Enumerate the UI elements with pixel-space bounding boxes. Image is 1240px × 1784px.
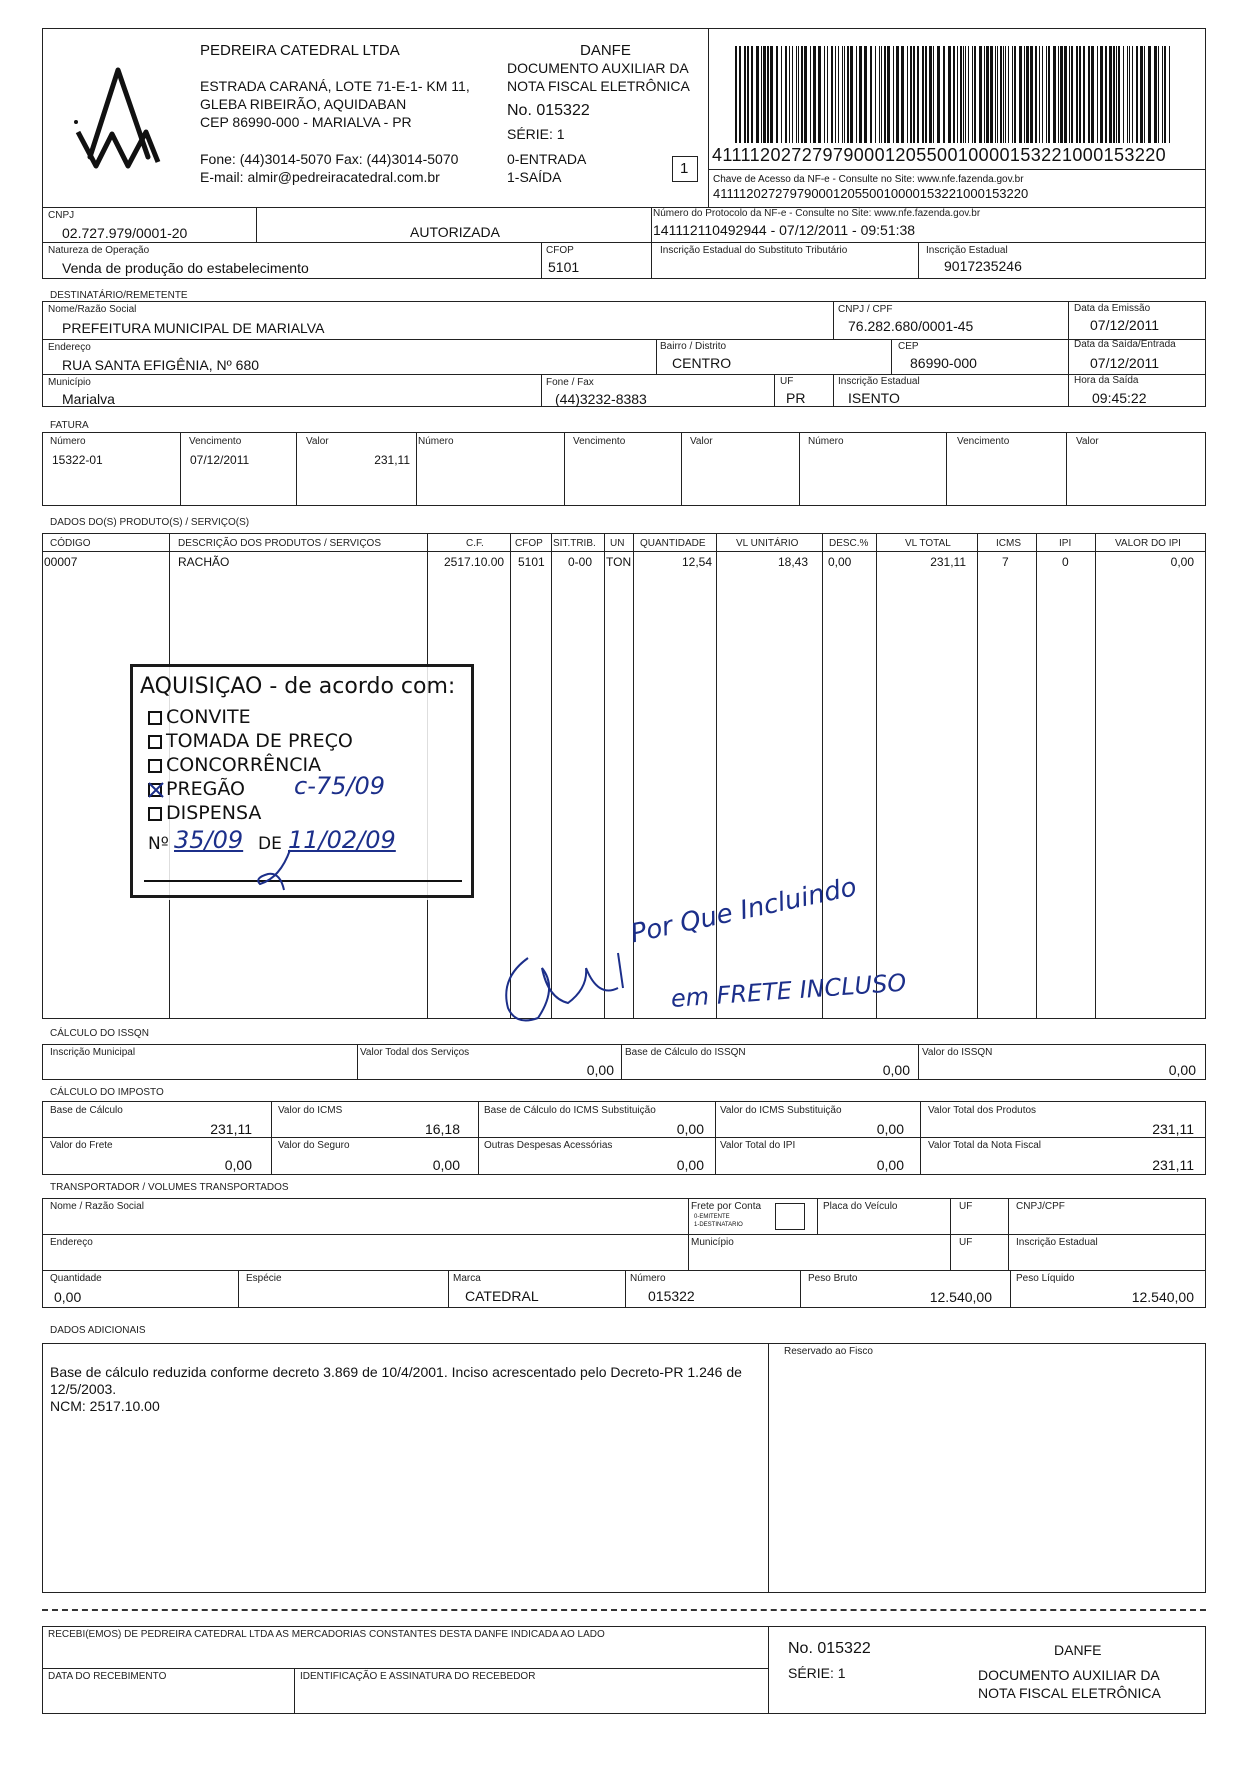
col-valor-ipi: VALOR DO IPI (1115, 538, 1181, 549)
barcode-bar (881, 46, 882, 143)
barcode-bar (1058, 46, 1059, 143)
barcode-bar (990, 46, 993, 143)
company-name: PEDREIRA CATEDRAL LTDA (200, 42, 400, 59)
status-autorizada: AUTORIZADA (410, 224, 500, 240)
barcode-bar (1164, 46, 1166, 143)
ie-label: Inscrição Estadual (926, 245, 1008, 256)
barcode-bar (751, 46, 753, 143)
barcode-bar (1162, 46, 1163, 143)
dest-hora-value: 09:45:22 (1092, 390, 1147, 406)
canhoto-danfe: DANFE (1054, 1642, 1102, 1658)
barcode-bar (1144, 46, 1145, 143)
barcode-bar (1048, 46, 1050, 143)
row-quantidade: 12,54 (681, 555, 712, 569)
barcode-bar (870, 46, 872, 143)
checkbox-dispensa (148, 807, 162, 821)
barcode-bar (1064, 46, 1067, 143)
barcode-bar (913, 46, 915, 143)
barcode-bar (960, 46, 962, 143)
stamp-date-value: 11/02/09 (288, 826, 396, 854)
company-phone: Fone: (44)3014-5070 Fax: (44)3014-5070 (200, 151, 459, 167)
dest-bairro-value: CENTRO (672, 355, 732, 371)
barcode-bar (763, 46, 766, 143)
tipo-value: 1 (680, 160, 689, 177)
barcode-bar (907, 46, 908, 143)
imp-vtnf-value: 231,11 (1152, 1157, 1194, 1173)
tr-numero-value: 015322 (648, 1288, 695, 1304)
dest-hora-label: Hora da Saída (1074, 375, 1139, 386)
danfe-subtitle-1: DOCUMENTO AUXILIAR DA (507, 60, 689, 76)
barcode-bar (1169, 46, 1170, 143)
barcode-bar (1158, 46, 1159, 143)
adicionais-text-2: 12/5/2003. (50, 1381, 117, 1397)
issqn-valor-value: 0,00 (1168, 1062, 1196, 1078)
barcode-bar (1083, 46, 1085, 143)
dest-endereco-label: Endereço (48, 342, 91, 353)
barcode-bar (901, 46, 904, 143)
barcode-bar (929, 46, 932, 143)
imp-outras-value: 0,00 (676, 1157, 704, 1173)
barcode-bar (864, 46, 867, 143)
barcode-bar (884, 46, 886, 143)
dest-cep-value: 86990-000 (910, 355, 977, 371)
barcode-bar (756, 46, 759, 143)
tr-especie-label: Espécie (246, 1273, 282, 1284)
checkbox-convite (148, 711, 162, 725)
barcode-bar (948, 46, 951, 143)
danfe-title: DANFE (580, 42, 631, 59)
section-imposto: CÁLCULO DO IMPOSTO (50, 1087, 164, 1098)
barcode-bar (1039, 46, 1040, 143)
stamp-signature (250, 848, 310, 898)
barcode-bar (1079, 46, 1081, 143)
dest-ie-value: ISENTO (848, 390, 900, 406)
issqn-vts-value: 0,00 (586, 1062, 614, 1078)
dest-fone-value: (44)3232-8383 (555, 391, 647, 407)
barcode-bar (979, 46, 982, 143)
protocolo-value: 141112110492944 - 07/12/2011 - 09:51:38 (653, 222, 916, 238)
imp-ipi-label: Valor Total do IPI (720, 1140, 796, 1151)
barcode-bar (847, 46, 849, 143)
dest-saida-value: 07/12/2011 (1090, 355, 1160, 371)
stamp-pregao-handwritten: c-75/09 (294, 772, 386, 800)
tr-municipio-label: Município (691, 1237, 734, 1248)
imp-vtnf-label: Valor Total da Nota Fiscal (928, 1140, 1042, 1151)
barcode-bar (1136, 46, 1138, 143)
issqn-im-label: Inscrição Municipal (50, 1047, 136, 1058)
barcode-bar (827, 46, 828, 143)
barcode-bar (1053, 46, 1056, 143)
barcode-bar (1019, 46, 1022, 143)
tr-uf-label: UF (959, 1201, 973, 1212)
imp-vicms-value: 16,18 (424, 1121, 460, 1137)
fatura-valor-label-3: Valor (1076, 436, 1099, 447)
section-transportador: TRANSPORTADOR / VOLUMES TRANSPORTADOS (50, 1182, 289, 1193)
barcode-bar (875, 46, 876, 143)
section-produtos: DADOS DO(S) PRODUTO(S) / SERVIÇO(S) (50, 517, 250, 528)
barcode-bar (1100, 46, 1103, 143)
dest-cep-label: CEP (898, 341, 919, 352)
natureza-label: Natureza de Operação (48, 245, 150, 256)
barcode-bar (1116, 46, 1117, 143)
fatura-numero-label-3: Número (808, 436, 844, 447)
dest-bairro-label: Bairro / Distrito (660, 341, 727, 352)
barcode-bar (1042, 46, 1043, 143)
imp-seguro-value: 0,00 (432, 1157, 460, 1173)
tipo-entrada: 0-ENTRADA (507, 151, 587, 167)
cnpj-label: CNPJ (48, 210, 75, 221)
barcode-bar (1000, 46, 1002, 143)
barcode-bar (1026, 46, 1029, 143)
barcode-bar (770, 46, 773, 143)
stamp-de-label: DE (258, 834, 282, 854)
tr-frete-opt1: 0-EMITENTE (694, 1214, 730, 1220)
barcode-bar (1097, 46, 1098, 143)
row-descricao: RACHÃO (178, 555, 230, 569)
row-cfop: 5101 (518, 555, 545, 569)
fatura-numero-label-1: Número (50, 436, 86, 447)
barcode-bar (798, 46, 799, 143)
barcode-bar (879, 46, 880, 143)
tr-qtd-value: 0,00 (54, 1289, 82, 1305)
ie-st-label: Inscrição Estadual do Substituto Tributário (660, 245, 848, 256)
tr-placa-label: Placa do Veículo (823, 1201, 898, 1212)
company-address-3: CEP 86990-000 - MARIALVA - PR (200, 114, 412, 130)
barcode-bar (917, 46, 919, 143)
dest-uf-label: UF (780, 376, 794, 387)
imp-vicmsst-label: Valor do ICMS Substituição (720, 1105, 842, 1116)
issqn-valor-label: Valor do ISSQN (922, 1047, 993, 1058)
stamp-title: AQUISIÇAO - de acordo com: (140, 674, 456, 699)
barcode (735, 46, 1175, 143)
nf-number: No. 015322 (507, 102, 590, 119)
row-valor-ipi: 0,00 (1170, 555, 1194, 569)
barcode-bar (776, 46, 778, 143)
barcode-bar (813, 46, 816, 143)
canhoto-danfe-2: NOTA FISCAL ELETRÔNICA (978, 1685, 1161, 1701)
barcode-bar (1046, 46, 1047, 143)
danfe-subtitle-2: NOTA FISCAL ELETRÔNICA (507, 78, 690, 94)
dest-municipio-value: Marialva (62, 391, 115, 407)
natureza-value: Venda de produção do estabelecimento (62, 260, 309, 276)
imp-vtp-label: Valor Total dos Produtos (928, 1105, 1037, 1116)
barcode-bar (844, 46, 845, 143)
stamp-option-pregao: PREGÃO (148, 778, 245, 800)
barcode-bar (963, 46, 964, 143)
barcode-bar (1091, 46, 1094, 143)
barcode-bar (1123, 46, 1124, 143)
tr-pb-label: Peso Bruto (808, 1273, 858, 1284)
barcode-bar (922, 46, 924, 143)
barcode-bar (1109, 46, 1112, 143)
check-mark-icon (148, 782, 164, 798)
row-sit: 0-00 (568, 555, 593, 569)
col-sit-trib: SIT.TRIB. (553, 538, 596, 549)
row-icms: 7 (1002, 555, 1009, 569)
col-vl-unitario: VL UNITÁRIO (736, 538, 799, 549)
barcode-bar (744, 46, 746, 143)
dest-cnpj-value: 76.282.680/0001-45 (848, 318, 974, 334)
tr-pb-value: 12.540,00 (929, 1289, 992, 1305)
checkbox-tomada (148, 735, 162, 749)
col-codigo: CÓDIGO (50, 538, 91, 549)
barcode-bar (1118, 46, 1120, 143)
cfop-label: CFOP (546, 245, 574, 256)
barcode-bar (896, 46, 899, 143)
barcode-bar (735, 46, 737, 143)
barcode-bar (824, 46, 825, 143)
checkbox-pregao-checked (148, 783, 162, 797)
barcode-bar (747, 46, 749, 143)
barcode-bar (1148, 46, 1151, 143)
barcode-bar (1008, 46, 1009, 143)
handwritten-note-1: Por Que Incluindo (628, 872, 860, 950)
chave-label: Chave de Acesso da NF-e - Consulte no Site: www.nfe.fazenda.gov.br (713, 174, 1024, 185)
barcode-bar (1132, 46, 1133, 143)
barcode-bar (1088, 46, 1090, 143)
barcode-bar (739, 46, 741, 143)
issqn-base-value: 0,00 (882, 1062, 910, 1078)
barcode-bar (1140, 46, 1143, 143)
barcode-bar (859, 46, 862, 143)
dest-nome-value: PREFEITURA MUNICIPAL DE MARIALVA (62, 320, 325, 336)
col-icms: ICMS (996, 538, 1021, 549)
col-descricao: DESCRIÇÃO DOS PRODUTOS / SERVIÇOS (178, 538, 382, 549)
fisco-label: Reservado ao Fisco (784, 1346, 873, 1357)
barcode-bar (818, 46, 821, 143)
barcode-bar (984, 46, 985, 143)
barcode-bar (1012, 46, 1013, 143)
canhoto-serie: SÉRIE: 1 (788, 1665, 846, 1681)
imp-outras-label: Outras Despesas Acessórias (484, 1140, 613, 1151)
barcode-bar (1113, 46, 1115, 143)
barcode-bar (842, 46, 843, 143)
barcode-bar (910, 46, 912, 143)
company-logo (70, 62, 166, 172)
tr-marca-label: Marca (453, 1273, 481, 1284)
imp-frete-label: Valor do Frete (50, 1140, 113, 1151)
stamp-option-concorrencia: CONCORRÊNCIA (148, 754, 321, 776)
tr-numero-label: Número (630, 1273, 666, 1284)
imp-ipi-value: 0,00 (876, 1157, 904, 1173)
barcode-bar (1129, 46, 1130, 143)
barcode-bar (965, 46, 966, 143)
fatura-valor-value: 231,11 (374, 453, 410, 467)
section-destinatario: DESTINATÁRIO/REMETENTE (50, 290, 188, 301)
tr-pl-label: Peso Líquido (1016, 1273, 1075, 1284)
imp-vtp-value: 231,11 (1152, 1121, 1194, 1137)
row-vl-unitario: 18,43 (777, 555, 808, 569)
fatura-vencimento-label-2: Vencimento (573, 436, 626, 447)
stamp-option-convite: CONVITE (148, 706, 251, 728)
ie-value: 9017235246 (944, 258, 1022, 274)
barcode-bar (1060, 46, 1063, 143)
col-quantidade: QUANTIDADE (640, 538, 706, 549)
acquisition-stamp (130, 664, 474, 900)
company-address-1: ESTRADA CARANÁ, LOTE 71-E-1- KM 11, (200, 78, 470, 94)
barcode-bar (767, 46, 769, 143)
col-ipi: IPI (1059, 538, 1072, 549)
barcode-bar (925, 46, 927, 143)
col-desc: DESC.% (829, 538, 869, 549)
stamp-number-value: 35/09 (174, 826, 244, 854)
barcode-bar (943, 46, 945, 143)
dest-cnpj-label: CNPJ / CPF (838, 304, 893, 315)
barcode-bar (995, 46, 996, 143)
fatura-numero-value: 15322-01 (52, 453, 103, 467)
col-un: UN (610, 538, 625, 549)
barcode-bar (838, 46, 839, 143)
barcode-bar (974, 46, 976, 143)
barcode-bar (887, 46, 890, 143)
barcode-bar (850, 46, 853, 143)
cfop-value: 5101 (548, 259, 580, 275)
barcode-bar (1014, 46, 1016, 143)
section-fatura: FATURA (50, 420, 89, 431)
canhoto-assinatura-label: IDENTIFICAÇÃO E ASSINATURA DO RECEBEDOR (300, 1671, 536, 1682)
adicionais-text-3: NCM: 2517.10.00 (50, 1398, 160, 1414)
fatura-vencimento-label-1: Vencimento (189, 436, 242, 447)
protocolo-label: Número do Protocolo da NF-e - Consulte no Site: www.nfe.fazenda.gov.br (653, 208, 981, 219)
barcode-bar (1127, 46, 1128, 143)
imp-seguro-label: Valor do Seguro (278, 1140, 350, 1151)
canhoto-danfe-1: DOCUMENTO AUXILIAR DA (978, 1667, 1160, 1683)
barcode-bar (972, 46, 973, 143)
imp-bc-value: 231,11 (210, 1121, 252, 1137)
barcode-bar (1076, 46, 1078, 143)
barcode-bar (1154, 46, 1157, 143)
dest-ie-label: Inscrição Estadual (838, 376, 920, 387)
row-un: TON (606, 555, 632, 569)
tr-uf2-label: UF (959, 1237, 973, 1248)
imp-bc-label: Base de Cálculo (50, 1105, 123, 1116)
barcode-bar (1030, 46, 1033, 143)
cnpj-value: 02.727.979/0001-20 (62, 225, 188, 241)
barcode-bar (785, 46, 787, 143)
barcode-bar (968, 46, 969, 143)
stamp-number-label: Nº (148, 834, 169, 854)
fatura-vencimento-label-3: Vencimento (957, 436, 1010, 447)
barcode-bar (789, 46, 790, 143)
chave-value: 41111202727979000120550010000153221000153220 (713, 186, 1029, 201)
row-vl-total: 231,11 (930, 555, 966, 569)
imp-bcst-label: Base de Cálculo do ICMS Substituição (484, 1105, 656, 1116)
company-email: E-mail: almir@pedreiracatedral.com.br (200, 169, 440, 185)
tr-cnpj-label: CNPJ/CPF (1016, 1201, 1065, 1212)
barcode-number: 41111202727979000120550010000153221000153220 (712, 145, 1167, 165)
dest-emissao-value: 07/12/2011 (1090, 317, 1160, 333)
barcode-bar (831, 46, 833, 143)
handwritten-note-2: em FRETE INCLUSO (670, 968, 908, 1013)
barcode-bar (1003, 46, 1004, 143)
checkbox-concorrencia (148, 759, 162, 773)
imp-bcst-value: 0,00 (676, 1121, 704, 1137)
row-ipi: 0 (1062, 555, 1069, 569)
canhoto-data-label: DATA DO RECEBIMENTO (48, 1671, 167, 1682)
tr-marca-value: CATEDRAL (465, 1288, 539, 1304)
row-desc: 0,00 (828, 555, 852, 569)
row-codigo: 00007 (44, 555, 78, 569)
barcode-bar (810, 46, 811, 143)
dest-municipio-label: Município (48, 377, 91, 388)
barcode-bar (835, 46, 836, 143)
barcode-bar (856, 46, 857, 143)
barcode-bar (1105, 46, 1107, 143)
barcode-bar (937, 46, 940, 143)
barcode-bar (1069, 46, 1070, 143)
dest-saida-label: Data da Saída/Entrada (1074, 339, 1176, 350)
dest-nome-label: Nome/Razão Social (48, 304, 137, 315)
handwritten-signature (498, 948, 648, 1030)
fatura-valor-label-2: Valor (690, 436, 713, 447)
barcode-bar (997, 46, 998, 143)
barcode-bar (1024, 46, 1025, 143)
imp-frete-value: 0,00 (224, 1157, 252, 1173)
tr-endereco-label: Endereço (50, 1237, 93, 1248)
barcode-bar (796, 46, 797, 143)
tr-qtd-label: Quantidade (50, 1273, 102, 1284)
tr-frete-box[interactable] (775, 1203, 805, 1230)
dest-endereco-value: RUA SANTA EFIGÊNIA, Nº 680 (62, 357, 260, 373)
dest-fone-label: Fone / Fax (546, 377, 594, 388)
fatura-numero-label-2: Número (418, 436, 454, 447)
col-cf: C.F. (466, 538, 484, 549)
tr-frete-label: Frete por Conta (691, 1201, 762, 1212)
section-issqn: CÁLCULO DO ISSQN (50, 1028, 149, 1039)
stamp-option-dispensa: DISPENSA (148, 802, 261, 824)
canhoto-numero: No. 015322 (788, 1640, 871, 1657)
fatura-vencimento-value: 07/12/2011 (190, 453, 250, 467)
barcode-bar (893, 46, 894, 143)
issqn-base-label: Base de Cálculo do ISSQN (625, 1047, 746, 1058)
row-cf: 2517.10.00 (444, 555, 505, 569)
barcode-bar (1035, 46, 1037, 143)
tr-nome-label: Nome / Razão Social (50, 1201, 144, 1212)
barcode-bar (801, 46, 803, 143)
tr-ie-label: Inscrição Estadual (1016, 1237, 1098, 1248)
stamp-option-tomada: TOMADA DE PREÇO (148, 730, 353, 752)
barcode-bar (1071, 46, 1073, 143)
company-address-2: GLEBA RIBEIRÃO, AQUIDABAN (200, 96, 407, 112)
nf-serie: SÉRIE: 1 (507, 126, 565, 142)
cut-line (42, 1609, 1206, 1611)
barcode-bar (792, 46, 793, 143)
col-cfop: CFOP (515, 538, 543, 549)
col-vl-total: VL TOTAL (905, 538, 951, 549)
barcode-bar (957, 46, 958, 143)
canhoto-recebemos: RECEBI(EMOS) DE PEDREIRA CATEDRAL LTDA AS MERCADORIAS CONSTANTES DESTA DANFE INDICADA AO LADO (48, 1629, 605, 1640)
barcode-bar (1005, 46, 1006, 143)
barcode-bar (804, 46, 807, 143)
barcode-bar (953, 46, 955, 143)
tr-frete-opt2: 1-DESTINATARIO (694, 1222, 743, 1228)
issqn-vts-label: Valor Todal dos Serviços (360, 1047, 470, 1058)
tr-pl-value: 12.540,00 (1131, 1289, 1194, 1305)
barcode-bar (781, 46, 782, 143)
tipo-saida: 1-SAÍDA (507, 169, 562, 185)
section-adicionais: DADOS ADICIONAIS (50, 1325, 146, 1336)
fatura-valor-label-1: Valor (306, 436, 329, 447)
barcode-bar (933, 46, 934, 143)
adicionais-text-1: Base de cálculo reduzida conforme decreto 3.869 de 10/4/2001. Inciso acrescentado pelo Decreto-PR 1.246 de (50, 1364, 742, 1380)
barcode-bar (761, 46, 762, 143)
barcode-bar (986, 46, 989, 143)
dest-emissao-label: Data da Emissão (1074, 303, 1151, 314)
imp-vicmsst-value: 0,00 (876, 1121, 904, 1137)
dest-uf-value: PR (786, 390, 806, 406)
imp-vicms-label: Valor do ICMS (278, 1105, 343, 1116)
